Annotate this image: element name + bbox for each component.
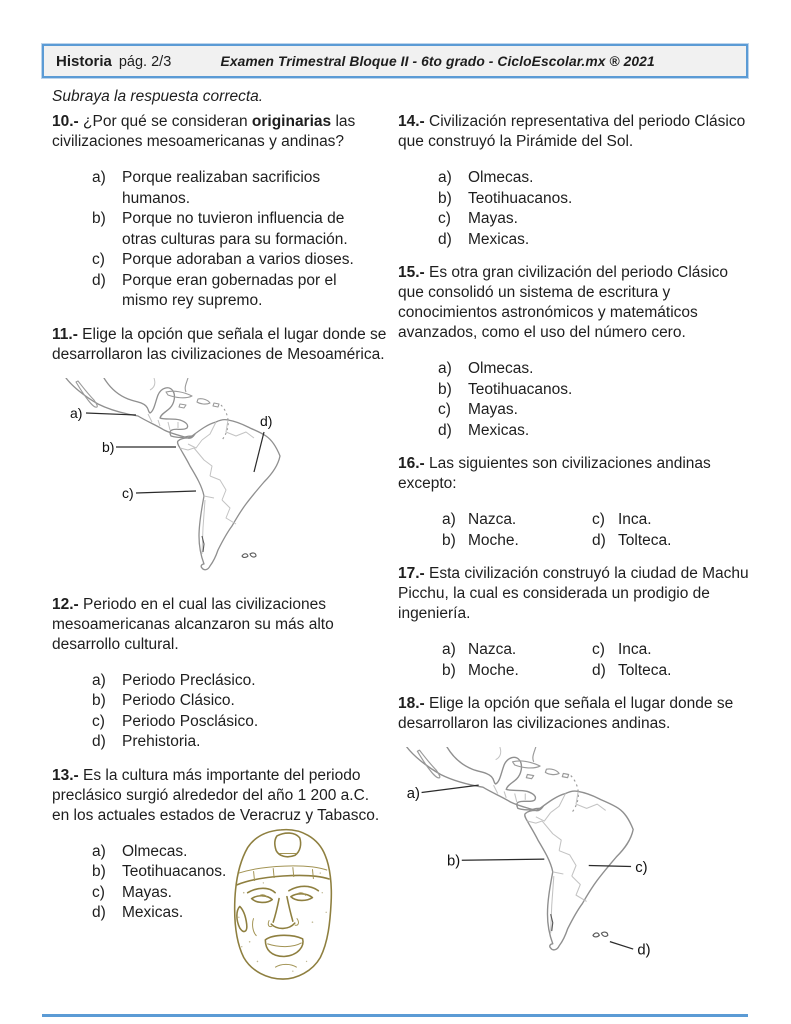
- instruction-text: Subraya la respuesta correcta.: [52, 88, 264, 105]
- question-17: [398, 564, 752, 681]
- question-12-text: [52, 595, 388, 655]
- question-10: [52, 112, 388, 312]
- option-text: Mexicas.: [122, 904, 184, 921]
- question-text-part: Es otra gran civilización del periodo Clásico que consolidó un sistema de escritura y conocimientos astronómicos y matemáticos avanzados, como el uso del número cero.: [398, 264, 728, 341]
- option-d: [438, 230, 752, 251]
- option-b: [442, 661, 592, 682]
- option-letter: b): [438, 189, 452, 207]
- question-14-text: [398, 112, 752, 152]
- option-a: [442, 640, 592, 661]
- question-11: [52, 325, 388, 365]
- option-letter: a): [92, 169, 106, 186]
- option-d: [92, 271, 388, 312]
- option-letter: a): [442, 511, 456, 528]
- question-number: 12.-: [52, 595, 84, 613]
- option-letter: d): [92, 733, 106, 750]
- option-letter: b): [442, 661, 456, 679]
- option-text: Teotihuacanos.: [468, 380, 573, 398]
- option-text: Periodo Posclásico.: [122, 712, 259, 730]
- page-number: pág. 2/3: [118, 53, 172, 70]
- question-11-text: [52, 325, 388, 365]
- option-d: [592, 661, 752, 682]
- option-b: [92, 209, 388, 250]
- map1-label-a: a): [70, 404, 83, 421]
- option-text: Mayas.: [468, 401, 518, 418]
- option-d: [592, 531, 752, 552]
- option-letter: c): [438, 210, 451, 227]
- options-list: [438, 359, 752, 441]
- options-list: [442, 510, 752, 551]
- question-number: 14.-: [398, 113, 430, 130]
- option-text: Teotihuacanos.: [468, 189, 573, 207]
- options-list: [442, 640, 752, 681]
- mesoamerica-map: [58, 378, 358, 585]
- question-18: [398, 694, 752, 734]
- question-text-part: Las siguientes son civilizaciones andinas excepto:: [398, 455, 711, 492]
- option-text: Inca.: [618, 641, 652, 658]
- option-a: [442, 510, 592, 531]
- option-letter: b): [92, 863, 106, 880]
- option-letter: b): [92, 692, 106, 709]
- option-letter: b): [92, 210, 106, 227]
- option-letter: d): [92, 271, 106, 289]
- option-letter: b): [442, 531, 456, 549]
- page-bottom-rule: [42, 1014, 748, 1017]
- option-letter: a): [92, 671, 106, 689]
- question-text-part: Elige la opción que señala el lugar donde se desarrollaron las civilizaciones de Mesoamérica.: [52, 325, 387, 363]
- question-16: [398, 454, 752, 551]
- option-letter: c): [438, 401, 451, 418]
- question-number: 15.-: [398, 264, 430, 281]
- option-text: Nazca.: [468, 511, 517, 528]
- option-letter: d): [592, 531, 606, 549]
- question-number: 18.-: [398, 695, 430, 712]
- option-b: [442, 531, 592, 552]
- map1-label-d: d): [260, 412, 273, 429]
- question-text-part: Civilización representativa del periodo Clásico que construyó la Pirámide del Sol.: [398, 113, 746, 150]
- question-12: [52, 595, 388, 753]
- question-text-part: Esta civilización construyó la ciudad de Machu Picchu, la cual es considerada un prodigio de ingeniería.: [398, 565, 749, 622]
- option-text: Nazca.: [468, 641, 517, 658]
- left-column: [52, 112, 388, 937]
- question-number: 17.-: [398, 565, 430, 582]
- question-17-text: [398, 564, 752, 624]
- option-c: [92, 250, 388, 271]
- map1-label-b: b): [102, 438, 115, 455]
- question-13: [52, 766, 388, 924]
- option-letter: d): [438, 230, 452, 248]
- question-16-text: [398, 454, 752, 494]
- option-letter: a): [92, 842, 106, 860]
- option-text: Porque realizaban sacrificios humanos.: [122, 169, 321, 207]
- option-c: [92, 712, 388, 733]
- header-left: [56, 53, 171, 70]
- option-letter: b): [438, 380, 452, 398]
- option-letter: a): [438, 360, 452, 377]
- question-13-text: [52, 766, 388, 826]
- option-text: Tolteca.: [618, 531, 672, 549]
- question-text-part: Elige la opción que señala el lugar donde se desarrollaron las civilizaciones andinas.: [398, 695, 734, 732]
- option-letter: c): [92, 883, 105, 901]
- option-text: Olmecas.: [468, 360, 534, 377]
- option-text: Mayas.: [122, 883, 172, 901]
- map2-label-a: a): [406, 785, 420, 802]
- option-a: [92, 671, 388, 692]
- option-letter: c): [592, 641, 605, 658]
- option-text: Porque adoraban a varios dioses.: [122, 251, 354, 268]
- question-18-text: [398, 694, 752, 734]
- question-number: 11.-: [52, 325, 83, 343]
- question-text-part: originarias: [251, 113, 332, 130]
- option-text: Periodo Clásico.: [122, 692, 235, 709]
- question-number: 13.-: [52, 766, 84, 784]
- right-column: [398, 112, 752, 966]
- option-letter: a): [438, 169, 452, 186]
- map2-label-d: d): [637, 942, 651, 959]
- options-list: [92, 671, 388, 753]
- option-d: [92, 732, 388, 753]
- question-15: [398, 263, 752, 441]
- option-b: [438, 380, 752, 401]
- option-letter: d): [92, 904, 106, 921]
- option-letter: d): [438, 421, 452, 439]
- question-number: 10.-: [52, 113, 84, 130]
- option-text: Olmecas.: [122, 842, 188, 860]
- option-d: [438, 421, 752, 442]
- option-text: Moche.: [468, 661, 519, 679]
- option-text: Mayas.: [468, 210, 518, 227]
- option-text: Prehistoria.: [122, 733, 201, 750]
- map2-label-b: b): [446, 853, 461, 870]
- question-10-text: [52, 112, 388, 152]
- option-text: Periodo Preclásico.: [122, 671, 256, 689]
- option-text: Porque no tuvieron influencia de otras culturas para su formación.: [122, 210, 348, 248]
- option-c: [592, 640, 752, 661]
- option-letter: c): [592, 511, 605, 528]
- option-text: Inca.: [618, 511, 652, 528]
- option-letter: a): [442, 641, 456, 658]
- question-text-part: Periodo en el cual las civilizaciones mesoamericanas alcanzaron su más alto desarrollo cultural.: [52, 595, 334, 653]
- map2-label-c: c): [635, 859, 648, 876]
- option-letter: c): [92, 712, 105, 730]
- andes-map: [398, 747, 716, 966]
- option-c: [438, 209, 752, 230]
- option-b: [438, 189, 752, 210]
- option-text: Tolteca.: [618, 661, 672, 679]
- option-c: [438, 400, 752, 421]
- question-15-text: [398, 263, 752, 343]
- option-a: [438, 168, 752, 189]
- option-text: Mexicas.: [468, 421, 530, 439]
- option-a: [92, 168, 388, 209]
- question-number: 16.-: [398, 455, 430, 472]
- option-text: Teotihuacanos.: [122, 863, 227, 880]
- options-list: [438, 168, 752, 250]
- map1-label-c: c): [122, 484, 134, 501]
- option-letter: d): [592, 661, 606, 679]
- option-text: Moche.: [468, 531, 519, 549]
- option-a: [438, 359, 752, 380]
- option-text: Porque eran gobernadas por el mismo rey supremo.: [122, 271, 337, 309]
- question-text-part: ¿Por qué se consideran: [83, 113, 252, 130]
- option-b: [92, 691, 388, 712]
- option-letter: c): [92, 251, 105, 268]
- options-list: [92, 168, 388, 312]
- page-header: [42, 44, 748, 78]
- option-c: [592, 510, 752, 531]
- option-text: Olmecas.: [468, 169, 534, 186]
- olmec-head-illustration: [222, 824, 344, 984]
- option-text: Mexicas.: [468, 230, 530, 248]
- question-text-part: Es la cultura más importante del periodo preclásico surgió alrededor del año 1 200 a.C. en los actuales estados de Veracruz y Tabasco.: [52, 766, 380, 824]
- question-text-part: las civilizaciones mesoamericanas y andinas?: [52, 113, 356, 150]
- exam-title: Examen Trimestral Bloque II - 6to grado - CicloEscolar.mx ® 2021: [220, 53, 655, 69]
- question-14: [398, 112, 752, 250]
- subject-label: Historia: [56, 52, 112, 70]
